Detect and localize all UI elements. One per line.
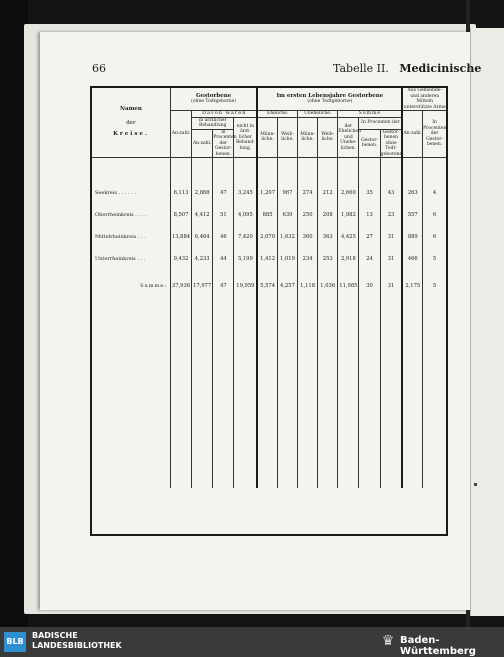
- lions-crest-icon: ♛: [381, 633, 395, 649]
- blb-logo[interactable]: BLB: [4, 632, 26, 652]
- header-lebensjahr-sub: (ohne Todtgeborne): [307, 99, 353, 104]
- cell: 17,977: [192, 270, 213, 302]
- header-anzahl: An-zahl.: [170, 111, 191, 158]
- cell: 35: [359, 182, 380, 204]
- page-header: [333, 62, 481, 75]
- cell: 5: [423, 270, 446, 302]
- cell: 23: [380, 204, 402, 226]
- cell: 208: [318, 204, 338, 226]
- cell: 6: [423, 226, 446, 248]
- cell: 4,425: [338, 226, 359, 248]
- row-name: Mittelrheinkreis . . .: [95, 234, 146, 240]
- cell: 6,464: [192, 226, 213, 248]
- cell: 274: [298, 182, 318, 204]
- library-name-line1: BADISCHE: [32, 631, 78, 640]
- header-armen-anzahl: An-zahl.: [402, 111, 422, 158]
- table-row: [92, 226, 446, 248]
- header-proc-gestorb: Gestor-benen.: [359, 129, 380, 158]
- cell: 1,036: [318, 270, 338, 302]
- cell: 5,199: [234, 248, 257, 270]
- cell: 889: [402, 226, 422, 248]
- page-number: 66: [92, 62, 106, 75]
- cell: 1,982: [338, 204, 359, 226]
- cell: 9,432: [170, 248, 191, 270]
- header-names-line3: Kreise.: [113, 131, 149, 138]
- table-spacer: [92, 158, 446, 183]
- cell: 31: [380, 226, 402, 248]
- cell: 885: [257, 204, 277, 226]
- cell: 4,257: [277, 270, 297, 302]
- cell: 7,420: [234, 226, 257, 248]
- table-row: [92, 248, 446, 270]
- header-names-line1: Namen: [119, 106, 142, 113]
- library-name[interactable]: [32, 631, 122, 651]
- cell: 234: [298, 248, 318, 270]
- table-title: Tabelle II.: [333, 62, 389, 75]
- cell: 1,019: [277, 248, 297, 270]
- cell: 31: [380, 248, 402, 270]
- cell: 6: [423, 204, 446, 226]
- header-ehel-uneh: der Ehelichen und Unehe-lichen.: [338, 117, 359, 158]
- header-aerztl: in ärztlicher Behandlung: [192, 117, 234, 129]
- cell: 1,632: [277, 226, 297, 248]
- cell: 3,245: [234, 182, 257, 204]
- state-name[interactable]: Baden-Württemberg: [400, 635, 476, 657]
- cell: 263: [402, 182, 422, 204]
- cell: 4: [423, 182, 446, 204]
- header-unehelich: Uneheliche.: [298, 111, 338, 118]
- cell: 212: [318, 182, 338, 204]
- cell: 13: [359, 204, 380, 226]
- cell: 4,095: [234, 204, 257, 226]
- cell: 1,207: [257, 182, 277, 204]
- cell: 51: [213, 204, 234, 226]
- cell: 1,412: [257, 248, 277, 270]
- header-davon: Davon waren: [192, 111, 258, 118]
- header-gestorbene: [170, 88, 257, 111]
- cell: 250: [298, 204, 318, 226]
- cell: 31: [380, 270, 402, 302]
- sum-label: Summe:: [140, 283, 167, 289]
- header-ehelich: Eheliche.: [257, 111, 297, 118]
- library-name-line2: LANDESBIBLIOTHEK: [32, 641, 122, 650]
- cell: 253: [318, 248, 338, 270]
- header-armen: Aus Gemeinde-und anderen Mitteln unterstützte Arme: [403, 88, 446, 110]
- header-aerztl-anz: An-zahl.: [192, 129, 213, 158]
- page-mark: [474, 483, 477, 486]
- cell: 466: [402, 248, 422, 270]
- header-ehel-weibl: Weib-liche.: [277, 117, 297, 158]
- table-row: [92, 204, 446, 226]
- header-gestorbene-sub: (ohne Todtgeborne): [191, 99, 237, 104]
- header-names: [92, 88, 170, 158]
- cell: 2,660: [338, 182, 359, 204]
- table-topic: Medicinische: [399, 62, 482, 75]
- sum-row: [92, 270, 446, 302]
- cell: 11,985: [338, 270, 359, 302]
- cell: 37,936: [170, 270, 191, 302]
- row-name: Unterrheinkreis . . .: [95, 256, 146, 262]
- row-name: Oberrheinkreis . . . .: [95, 212, 147, 218]
- cell: 43: [380, 182, 402, 204]
- header-summe: Summe: [338, 111, 403, 118]
- cell: 1,118: [298, 270, 318, 302]
- statistics-table: [90, 86, 448, 536]
- cell: 6,113: [170, 182, 191, 204]
- cell: 2,918: [338, 248, 359, 270]
- cell: 2,070: [257, 226, 277, 248]
- cell: 4,233: [192, 248, 213, 270]
- header-in-proc: In Procenten der: [359, 117, 403, 129]
- cell: 363: [318, 226, 338, 248]
- header-aerztl-proc: in Procenten der Gestor-benen.: [213, 129, 237, 157]
- header-uneh-weibl: Weib-liche.: [318, 117, 338, 158]
- header-lebensjahr: [257, 88, 402, 111]
- row-name: Seekreis . . . . . .: [95, 190, 136, 196]
- table-empty-space: [92, 302, 446, 488]
- header-ehel-maennl: Männ-liche.: [257, 117, 277, 158]
- cell: 967: [277, 182, 297, 204]
- cell: 360: [298, 226, 318, 248]
- mortality-table: [92, 88, 446, 488]
- header-uneh-maennl: Männ-liche.: [298, 117, 318, 158]
- header-proc-ohne: Gestor-benen ohne Todt-geborene.: [380, 129, 404, 157]
- cell: 557: [402, 204, 422, 226]
- header-gestorbene-title: Gestorbene: [195, 92, 232, 99]
- header-armen-procent: In Procenten der Gestor-benen.: [423, 111, 446, 158]
- cell: 13,884: [170, 226, 191, 248]
- cell: 5,574: [257, 270, 277, 302]
- cell: 27: [359, 226, 380, 248]
- cell: 19,959: [234, 270, 257, 302]
- cell: 2,175: [402, 270, 422, 302]
- cell: 5: [423, 248, 446, 270]
- cell: 2,868: [192, 182, 213, 204]
- facing-page-edge: [470, 28, 504, 616]
- cell: 639: [277, 204, 297, 226]
- cell: 30: [359, 270, 380, 302]
- cell: 44: [213, 248, 234, 270]
- cell: 47: [213, 182, 234, 204]
- header-nicht-aerztl: nicht in ärzt-licher Behand-lung.: [234, 117, 257, 158]
- cell: 47: [213, 270, 234, 302]
- table-row: [92, 182, 446, 204]
- header-names-line2: der: [126, 119, 136, 126]
- cell: 24: [359, 248, 380, 270]
- cell: 8,507: [170, 204, 191, 226]
- cell: 46: [213, 226, 234, 248]
- cell: 4,412: [192, 204, 213, 226]
- header-lebensjahr-title: Im ersten Lebensjahre Gestorbene: [276, 92, 384, 99]
